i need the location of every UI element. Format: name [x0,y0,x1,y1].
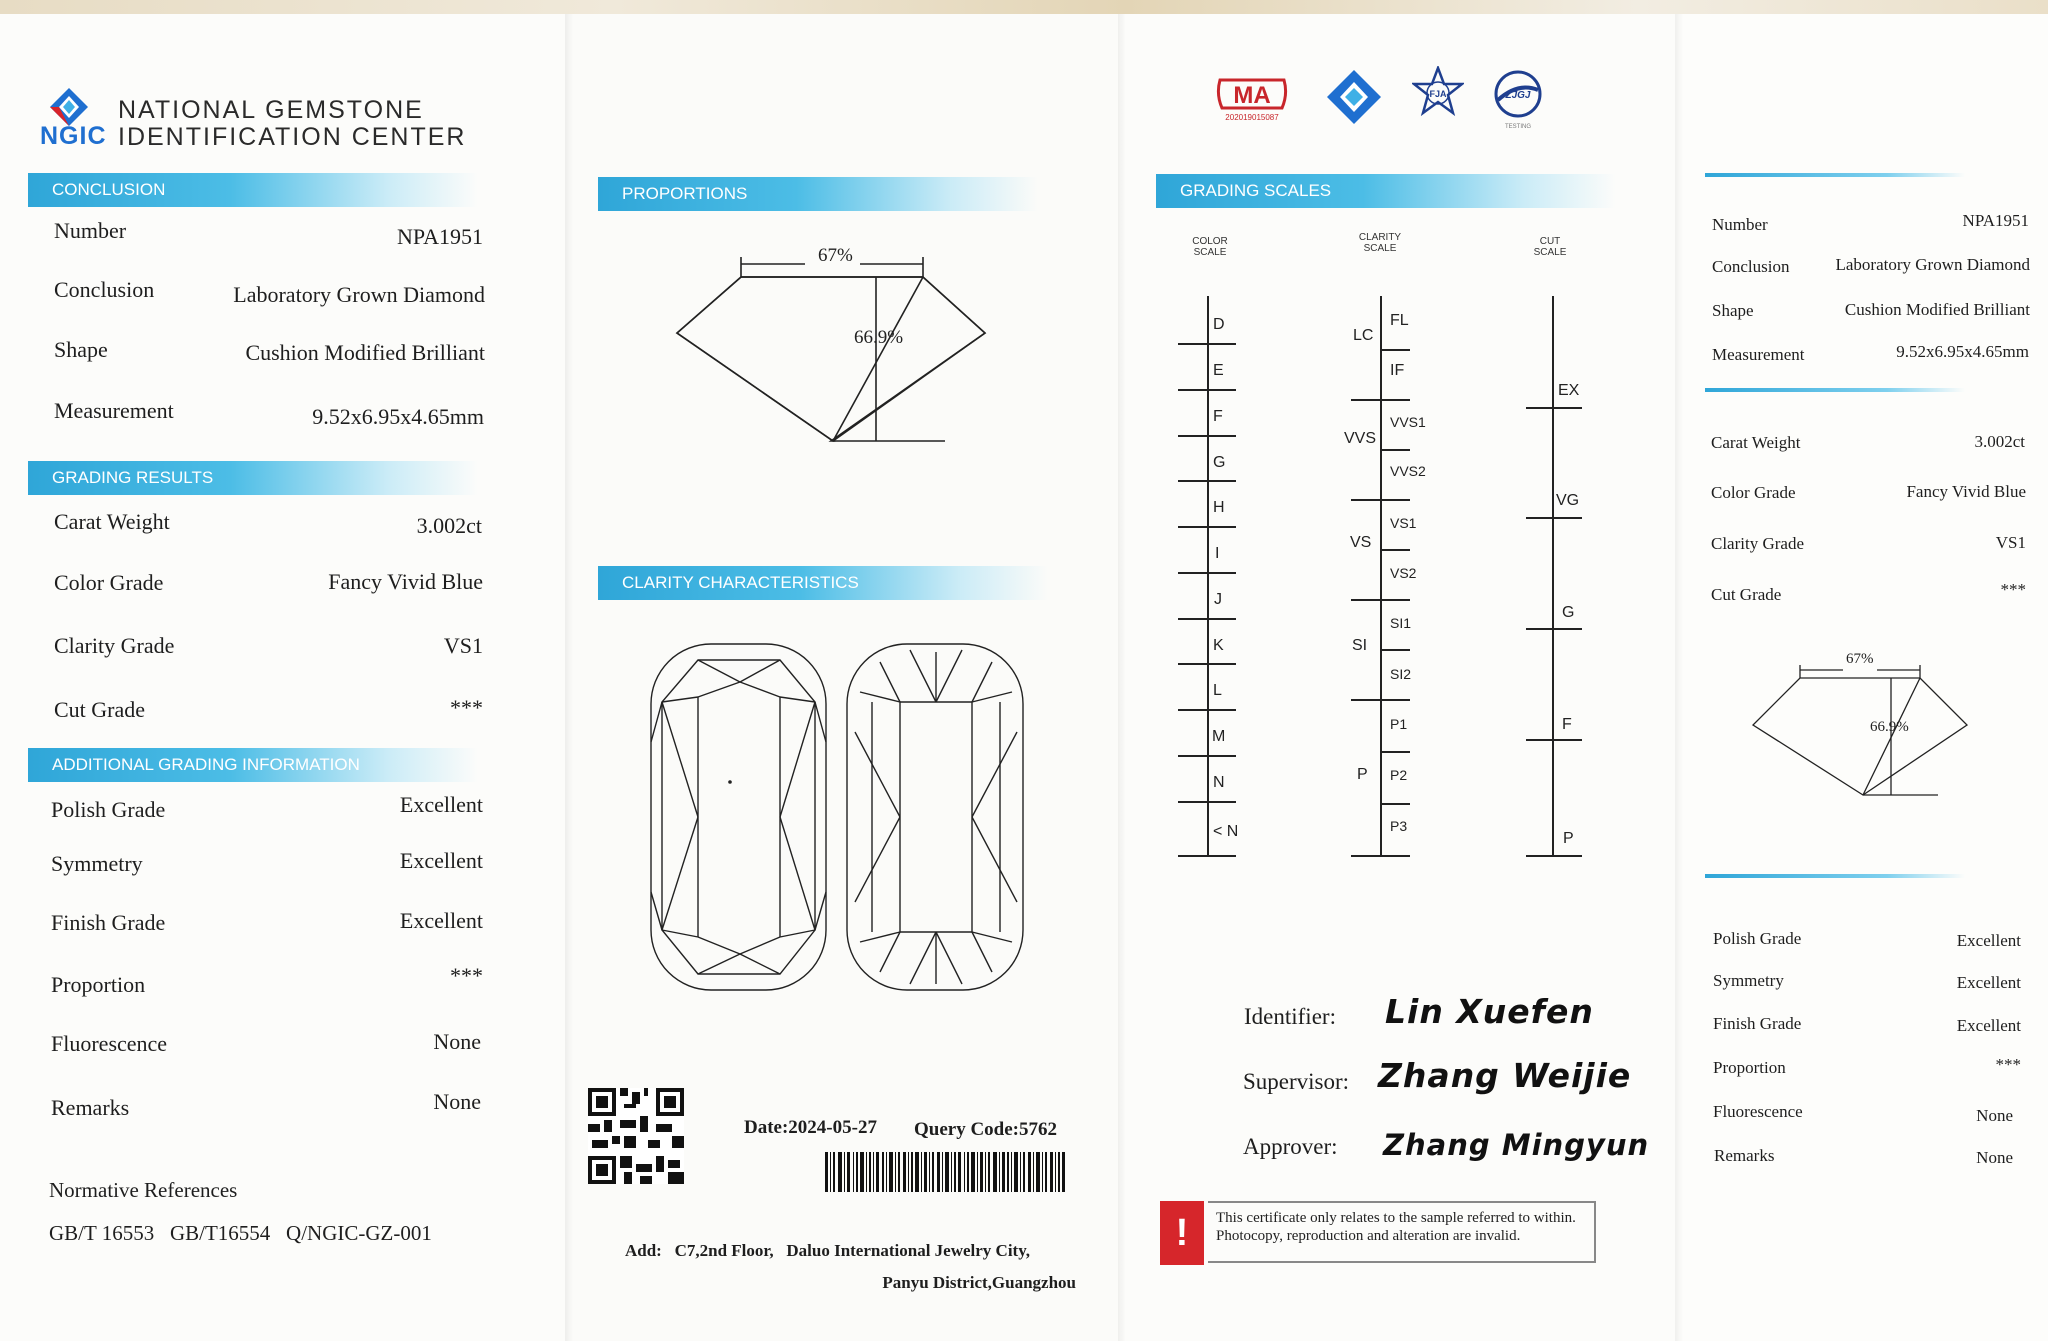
additional-value: Excellent [399,792,483,817]
additional-value: None [433,1029,481,1054]
conclusion-value: Cushion Modified Brilliant [245,340,485,365]
card-value: *** [1995,1055,2021,1074]
clarity-group: VS [1350,534,1372,551]
card-divider [1705,388,1965,392]
card-label: Remarks [1714,1146,1775,1165]
grading-value: Fancy Vivid Blue [328,569,483,594]
clarity-grade-tick: VVS1 [1390,414,1426,430]
approver-label: Approver: [1243,1134,1338,1159]
proportions-diagram [660,235,1000,455]
card-label: Conclusion [1712,257,1790,276]
clarity-scale-heading-line: CLARITY [1358,232,1402,243]
cut-grade-tick: P [1563,830,1574,847]
brand-line-1: NATIONAL GEMSTONE [118,96,424,124]
clarity-grade-tick: VVS2 [1390,463,1426,479]
card-value: Excellent [1956,931,2021,950]
approver-signature: Zhang Mingyun [1383,1128,1650,1162]
clarity-scale-heading [1358,232,1402,254]
additional-value: Excellent [399,848,483,873]
card-value: None [1976,1148,2013,1167]
clarity-group: SI [1352,637,1368,654]
color-grade-tick: I [1215,545,1220,562]
card-value: Laboratory Grown Diamond [1835,255,2030,274]
card-value: NPA1951 [1962,211,2029,230]
card-label: Clarity Grade [1711,534,1804,553]
section-conclusion: CONCLUSION [28,173,478,207]
query-code: Query Code:5762 [914,1119,1058,1140]
additional-label: Fluorescence [51,1031,168,1056]
grading-value: 3.002ct [416,513,482,538]
card-value: Excellent [1956,973,2021,992]
address-line-1: Add: C7,2nd Floor, Daluo International Jewelry City, [625,1241,1031,1260]
address-line-2: Panyu District,Guangzhou [882,1273,1076,1292]
identifier-signature: Lin Xuefen [1385,992,1594,1031]
color-grade-tick: M [1212,728,1226,745]
additional-label: Finish Grade [51,910,166,935]
identifier-label: Identifier: [1244,1004,1336,1029]
color-grade-tick: D [1213,316,1225,333]
clarity-group: VVS [1344,430,1377,447]
fja-logo [1412,66,1464,122]
conclusion-label: Conclusion [54,277,155,302]
card-label: Finish Grade [1713,1014,1802,1033]
panel-summary [0,14,565,1341]
color-grade-tick: N [1213,774,1225,791]
color-scale-heading [1190,236,1230,258]
cut-grade-tick: VG [1556,492,1580,509]
section-grading-scales: GRADING SCALES [1156,174,1616,208]
qr-code[interactable] [588,1088,684,1184]
clarity-grade-tick: SI1 [1390,615,1412,631]
color-grade-tick: F [1213,408,1223,425]
proportion-depth: 66.9% [854,327,904,348]
card-label: Shape [1712,301,1754,320]
clarity-grade-tick: FL [1390,312,1409,329]
card-value: Fancy Vivid Blue [1906,482,2026,501]
additional-value: *** [450,963,483,988]
card-divider [1705,874,1965,878]
normative-refs: GB/T 16553 GB/T16554 Q/NGIC-GZ-001 [49,1221,432,1245]
card-label: Proportion [1713,1058,1786,1077]
color-grade-tick: J [1214,591,1222,608]
warning-icon: ! [1160,1201,1204,1265]
zjgj-mark: ZJGJ [1505,90,1531,101]
testing-mark: TESTING [1504,124,1532,130]
section-proportions: PROPORTIONS [598,177,1038,211]
fold-line [1118,14,1126,1341]
cut-grade-tick: EX [1558,382,1580,399]
supervisor-signature: Zhang Weijie [1378,1056,1632,1095]
clarity-grade-tick: P2 [1390,767,1408,783]
clarity-grade-tick: P3 [1390,818,1408,834]
proportion-table: 67% [818,245,853,266]
additional-label: Remarks [51,1095,130,1120]
supervisor-label: Supervisor: [1243,1069,1350,1094]
clarity-group: LC [1353,327,1374,344]
conclusion-value: 9.52x6.95x4.65mm [312,404,484,429]
card-label: Symmetry [1713,971,1784,990]
color-scale-heading-line: SCALE [1193,247,1227,258]
card-label: Color Grade [1711,483,1796,502]
cut-scale-heading-line: SCALE [1533,247,1567,258]
barcode [825,1152,1065,1192]
additional-value: None [433,1089,481,1114]
card-label: Number [1712,215,1768,234]
fja-mark: FJA [1429,89,1447,99]
cut-scale-heading-line: CUT [1539,236,1561,247]
section-grading-results: GRADING RESULTS [28,461,478,495]
additional-label: Polish Grade [51,797,166,822]
grading-label: Cut Grade [54,697,146,722]
card-label: Carat Weight [1711,433,1801,452]
issue-date: Date:2024-05-27 [744,1117,877,1138]
card-label: Cut Grade [1711,585,1782,604]
cut-grade-tick: G [1562,604,1575,621]
clarity-grade-tick: VS2 [1390,565,1417,581]
card-value: Cushion Modified Brilliant [1844,300,2030,319]
grading-label: Clarity Grade [54,633,175,658]
cut-scale-heading [1530,236,1570,258]
zjgj-logo [1492,70,1544,130]
section-additional: ADDITIONAL GRADING INFORMATION [28,748,478,782]
clarity-grade-tick: P1 [1390,716,1408,732]
fold-line [565,14,573,1341]
section-clarity-characteristics: CLARITY CHARACTERISTICS [598,566,1048,600]
card-proportions-diagram [1745,645,1975,805]
color-grade-tick: H [1213,499,1225,516]
card-label: Fluorescence [1713,1102,1803,1121]
card-value: 9.52x6.95x4.65mm [1896,342,2029,361]
color-grade-tick: E [1213,362,1224,379]
additional-label: Proportion [51,972,146,997]
cma-logo [1216,72,1288,124]
warning-text: This certificate only relates to the sample referred to within. Photocopy, reproduction and alteration are invalid. [1208,1201,1596,1263]
color-grade-tick: < N [1213,823,1239,840]
cut-grade-tick: F [1562,716,1572,733]
card-value: VS1 [1995,533,2026,552]
additional-label: Symmetry [51,851,143,876]
conclusion-label: Number [54,218,127,243]
clarity-grade-tick: VS1 [1390,515,1417,531]
clarity-group: P [1357,766,1368,783]
clarity-grade-tick: SI2 [1390,666,1412,682]
color-grade-tick: G [1213,454,1226,471]
grading-scales-ruler [1170,290,1590,860]
card-proportion-depth: 66.9% [1870,719,1909,735]
conclusion-value: Laboratory Grown Diamond [233,282,485,307]
color-grade-tick: K [1213,637,1224,654]
brand-short: NGIC [40,122,107,150]
conclusion-label: Shape [54,337,108,362]
card-divider [1705,173,1965,177]
conclusion-label: Measurement [54,398,174,423]
card-label: Polish Grade [1713,929,1802,948]
card-value: 3.002ct [1974,432,2025,451]
card-value: Excellent [1956,1016,2021,1035]
clarity-plot [650,642,1025,994]
clarity-scale-heading-line: SCALE [1363,243,1397,254]
normative-title: Normative References [49,1178,238,1202]
conclusion-value: NPA1951 [397,224,483,249]
clarity-grade-tick: IF [1390,362,1405,379]
card-value: *** [2000,580,2026,599]
card-value: None [1976,1106,2013,1125]
ngic-logo-icon [1325,68,1383,126]
grading-label: Carat Weight [54,509,170,534]
cma-mark: MA [1233,82,1271,109]
color-grade-tick: L [1213,682,1222,699]
color-scale-heading-line: COLOR [1192,236,1228,247]
grading-value: VS1 [443,633,483,658]
card-proportion-table: 67% [1846,651,1874,667]
fold-line [1675,14,1683,1341]
cma-number: 202019015087 [1225,113,1279,122]
grading-label: Color Grade [54,570,164,595]
grading-value: *** [450,695,483,720]
brand-line-2: IDENTIFICATION CENTER [118,123,467,151]
additional-value: Excellent [399,908,483,933]
top-paper-edge [0,0,2048,14]
card-label: Measurement [1712,345,1805,364]
